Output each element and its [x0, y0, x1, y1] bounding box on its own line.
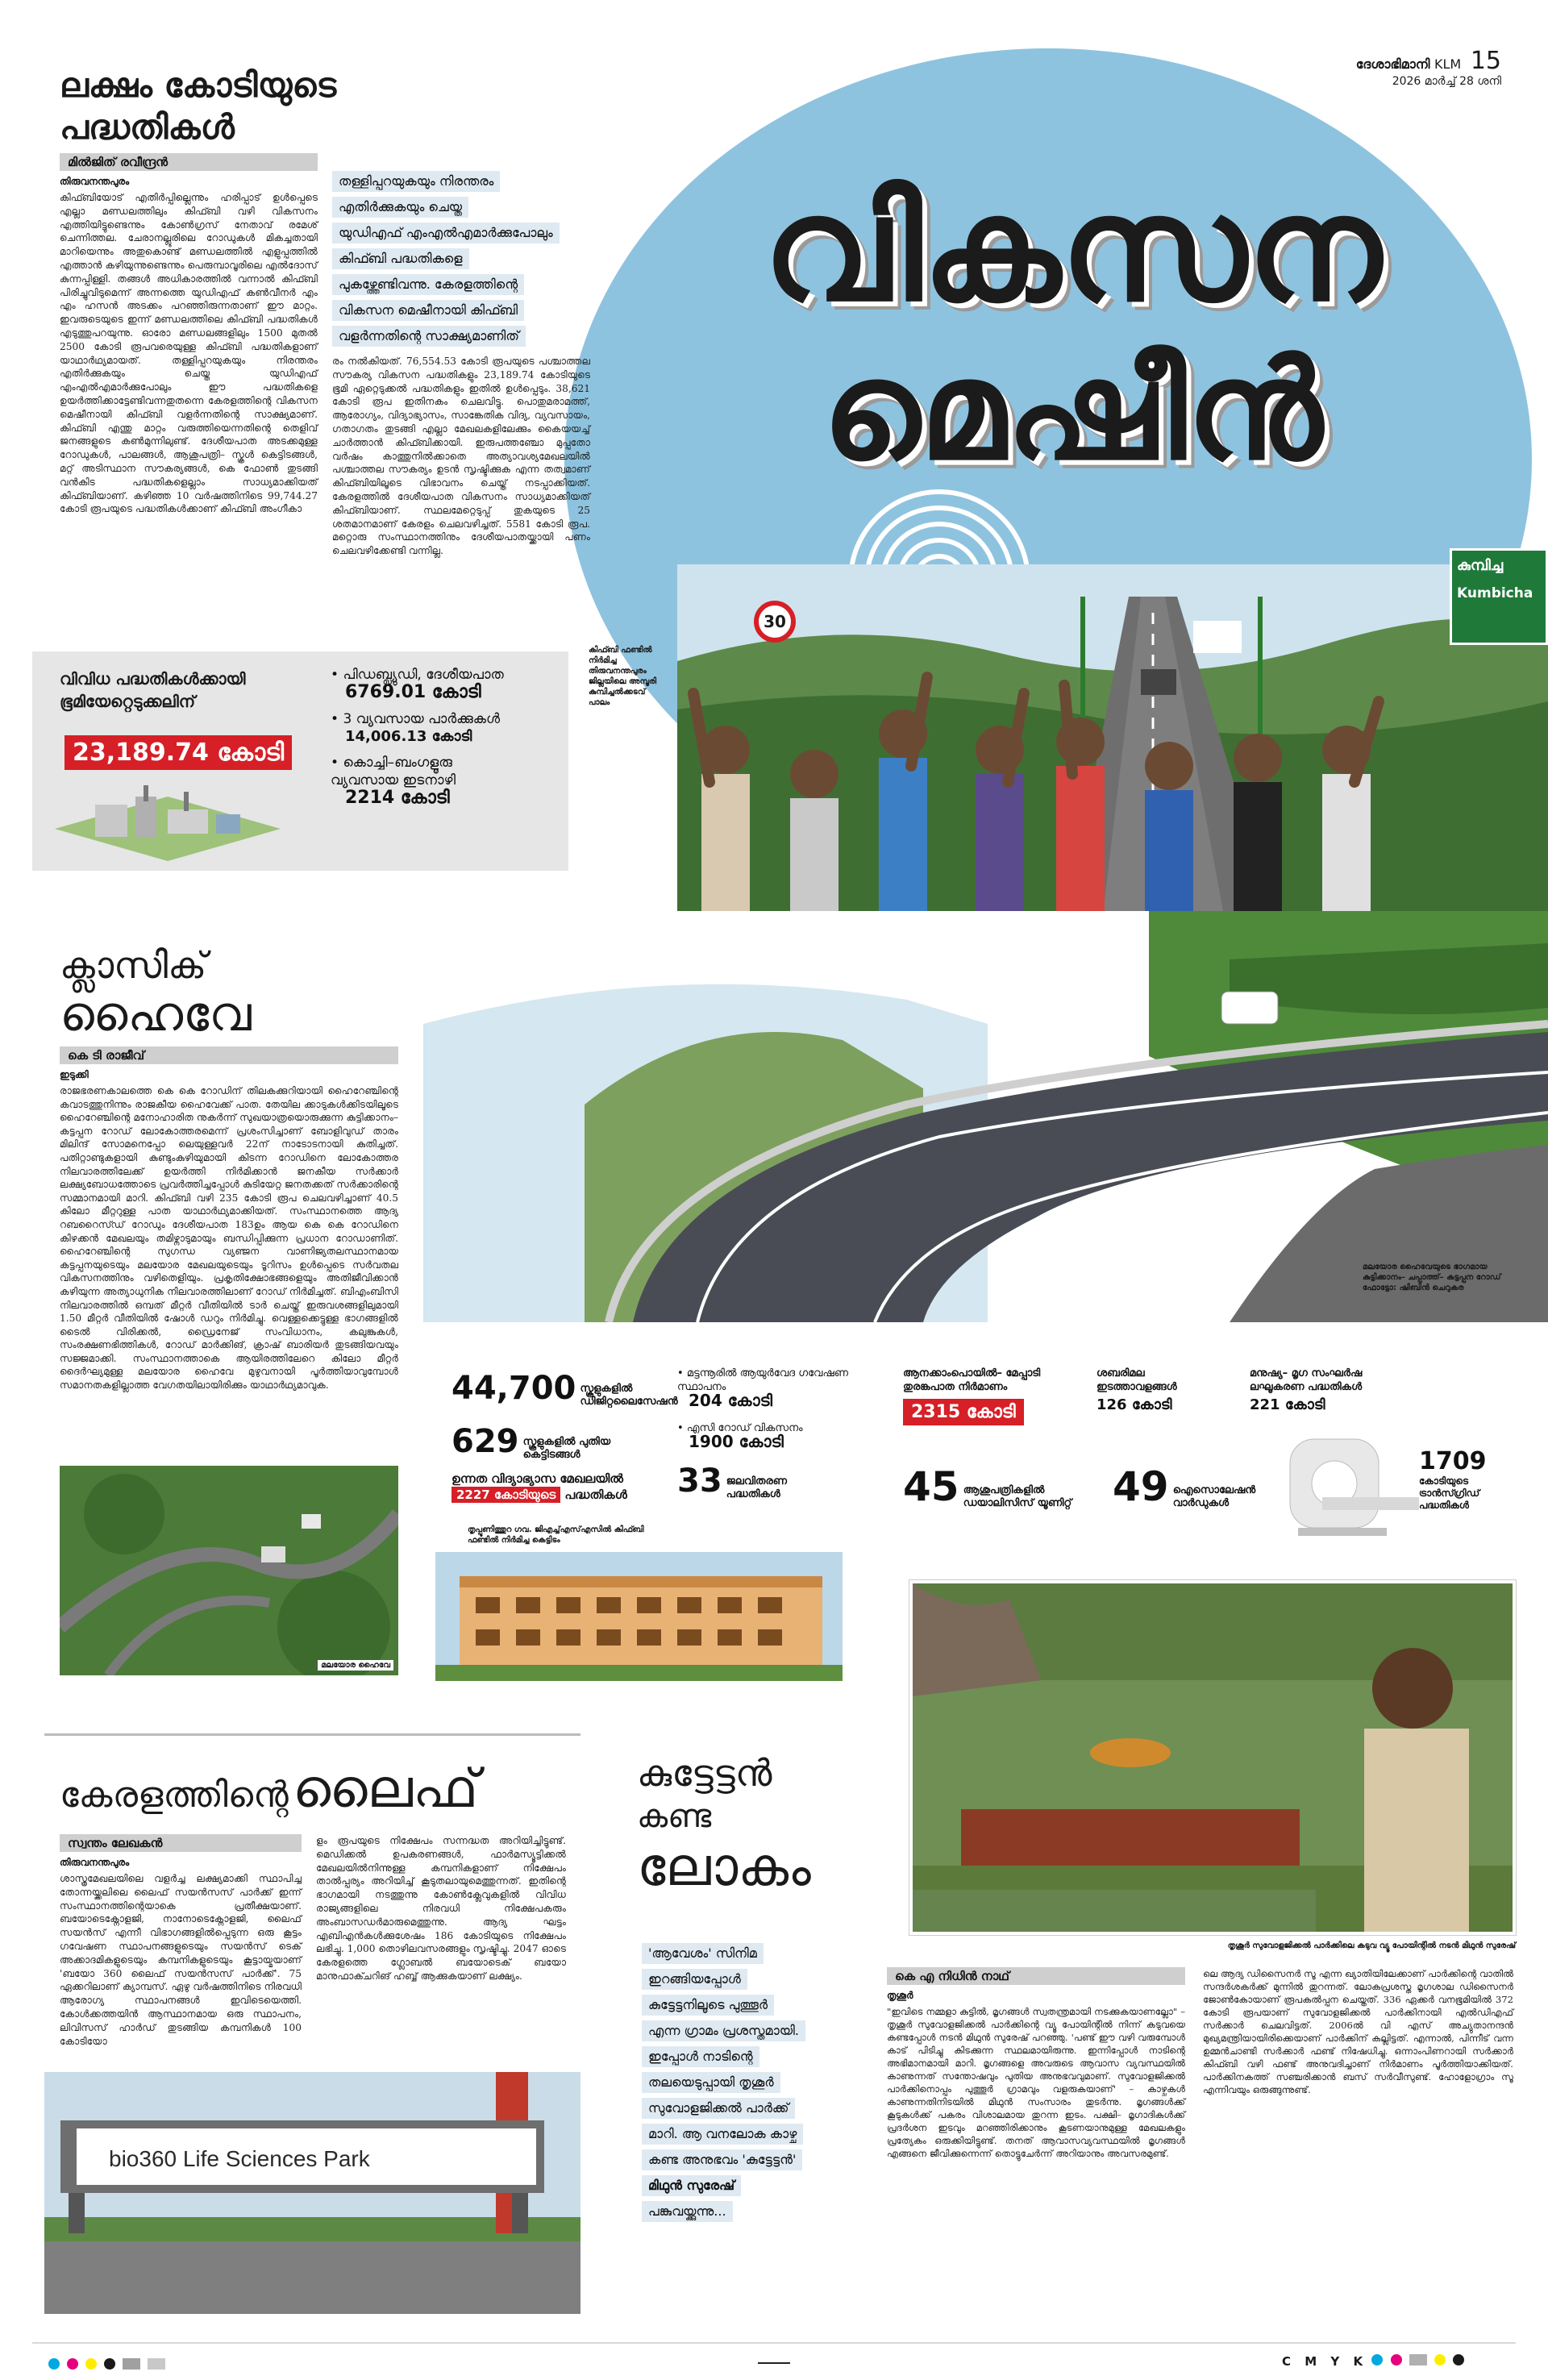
aerial-caption: മലയോര ഹൈവേ [318, 1660, 393, 1671]
footer-center-dash [758, 2362, 790, 2364]
article3-headline [60, 1758, 478, 1821]
pullquote-line: ഇറങ്ങിയപ്പോൾ [642, 1969, 747, 1990]
article1-headline: ലക്ഷം കോടിയുടെ പദ്ധതികൾ [60, 65, 337, 147]
pullquote-line: എന്ന ഗ്രാമം പ്രശസ്തമായി. [642, 2020, 805, 2041]
article4-headline [637, 1750, 811, 1898]
tunnel-label: ആനക്കാംപൊയിൽ– മേപ്പാടി തുരങ്കപാത നിർമാണം [903, 1367, 1041, 1393]
infobox-item: • 3 വ്യവസായ പാർക്കുകൾ 14,006.13 കോടി [331, 711, 501, 745]
edu-bullet-value: 1900 കോടി [689, 1432, 784, 1451]
issue-date: 2026 മാർച്ച് 28 ശനി [1392, 75, 1501, 88]
infobox-item-value: 6769.01 കോടി [345, 682, 481, 702]
article1-col1 [60, 153, 318, 516]
pullquote-line: സുവോളജിക്കൽ പാർക്ക് [642, 2098, 795, 2119]
article2-headline-line1: ക്ലാസിക് [60, 943, 207, 987]
registration-dot [67, 2358, 78, 2370]
article1-dateline: തിരുവനന്തപുരം [60, 176, 130, 187]
road-sign [1450, 548, 1548, 645]
infobox-item-value: 2214 കോടി [345, 788, 450, 808]
article2-byline: കെ ടി രാജീവ് [60, 1046, 398, 1064]
footer-registration-left [48, 2357, 169, 2373]
article4-headline-line1: കുട്ടേട്ടൻ [637, 1751, 772, 1795]
school-photo-caption: തൃപ്പൂണിത്തുറ ഗവ. ജിഎച്ച്എസ്എസിൽ കിഫ്ബി ഫണ്ടിൽ നിർമിച്ച കെട്ടിടം [468, 1525, 644, 1545]
infobox-item-label: പിഡബ്ല്യുഡി, ദേശീയപാത [343, 667, 504, 683]
transgrid-label: കോടിയുടെ ട്രാൻസ്ഗ്രിഡ് പദ്ധതികൾ [1419, 1475, 1480, 1511]
article2-headline-line2: ഹൈവേ [60, 986, 252, 1042]
infobox-item-value: 14,006.13 കോടി [345, 728, 472, 745]
ct-scanner-illustration [1274, 1431, 1419, 1544]
article4-headline-line2: കണ്ട [637, 1798, 712, 1835]
school-photo [435, 1552, 843, 1681]
industrial-park-illustration [47, 780, 289, 871]
crowd-photo [661, 661, 1403, 919]
article4-col2-text: ലെ ആദ്യ ഡിസൈനർ സൂ എന്ന ഖ്യാതിയിലേക്കാണ് പാർക്കിന്റെ വാതിൽ സന്ദർശകർക്ക് മുന്നിൽ തുറന്നത്. ലോകപ്രശസ്ത മൃഗശാല ഡിസൈനർ ജോൺകോയാണ് രൂപകൽപ്പന ചെയ്തത്. 336 ഏക്കർ വനഭൂമിയിൽ 372 കോടി രൂപയാണ് സുവോളജിക്കൽ പാർക്കിനായി എൽഡിഎഫ് സർക്കാർ ചെലവിട്ടത്. 2006ൽ വി എസ് അച്യുതാനന്ദൻ മുഖ്യമന്ത്രിയായിരിക്കെയാണ് പാർക്കിന് കല്ലിട്ടത്. എന്നാൽ, പിന്നീട് വന്ന ഉമ്മൻചാണ്ടി സർക്കാർ ഫണ്ട് നിഷേധിച്ചു. ഒന്നാംപിണറായി സർക്കാർ കിഫ്ബി വഴി ഫണ്ട് അനുവദിച്ചാണ് നിർമാണം പൂർത്തിയാക്കിയത്. പാർക്കിനകത്ത് സഞ്ചരിക്കാൻ ബസ് സർവീസുണ്ട്. ഹോളോഗ്രാം സൂ എന്നിവയും ഒരുങ്ങുന്നുണ്ട്. [1203, 1968, 1513, 2095]
road-photo-caption-line2: ഫോട്ടോ: ഷിബിൻ ചെറുകര [1363, 1284, 1464, 1292]
dialysis-label: ആശുപത്രികളിൽ ഡയാലിസിസ് യൂണിറ്റ് [963, 1483, 1072, 1509]
health-stats [903, 1367, 1508, 1548]
higher-ed-label: ഉന്നത വിദ്യാഭ്യാസ മേഖലയിൽ [452, 1471, 623, 1486]
edu-bullet-value: 204 കോടി [689, 1391, 772, 1410]
hero-title-line1: വികസന [763, 165, 1382, 334]
human-animal-label: മനുഷ്യ– മൃഗ സംഘർഷ ലഘൂകരണ പദ്ധതികൾ [1250, 1367, 1363, 1393]
isolation-number: 49 [1113, 1463, 1169, 1510]
pullquote-line: 'ആവേശം' സിനിമ [642, 1943, 764, 1964]
page-number: 15 [1470, 47, 1501, 75]
article3-col1 [60, 1834, 302, 2048]
pullquote-line: വികസന മെഷീനായി കിഫ്ബി [332, 300, 524, 321]
masthead [1356, 47, 1501, 88]
infobox-item: • പിഡബ്ല്യുഡി, ദേശീയപാത 6769.01 കോടി [331, 667, 504, 702]
stat1-label: സ്കൂളുകളിൽ ഡിജിറ്റലൈസേഷൻ [580, 1382, 678, 1408]
road-sign-en: Kumbicha [1457, 585, 1533, 601]
registration-dot [1371, 2354, 1383, 2365]
life-sciences-park-photo [44, 2072, 580, 2314]
article4-headline-line3: ലോകം [637, 1836, 811, 1898]
land-acquisition-box [32, 651, 568, 871]
infobox-item: • കൊച്ചി–ബംഗളൂരു വ്യവസായ ഇടനാഴി 2214 കോടി [331, 755, 456, 808]
road-photo-caption [1363, 1262, 1524, 1293]
human-animal-value: 221 കോടി [1250, 1396, 1325, 1413]
article4-col1 [887, 1967, 1185, 2160]
pullquote-line: മിഥുൻ സുരേഷ് [642, 2175, 741, 2196]
water-projects-number: 33 [677, 1463, 722, 1500]
article3-headline-line2: ലൈഫ് [292, 1758, 479, 1820]
article3-byline: സ്വന്തം ലേഖകൻ [60, 1834, 302, 1852]
infobox-item-label: കൊച്ചി–ബംഗളൂരു വ്യവസായ ഇടനാഴി [331, 755, 456, 788]
pullquote-line: കണ്ട അനുഭവം 'കുട്ടേട്ടൻ' [642, 2149, 802, 2170]
cmyk-label: C M Y K [1282, 2354, 1368, 2369]
sabarimala-label: ശബരിമല ഇടത്താവളങ്ങൾ [1096, 1367, 1177, 1393]
stat2-number: 629 [452, 1423, 519, 1460]
edu-bullet: • എസി റോഡ് വികസനം 1900 കോടി [677, 1422, 803, 1451]
article3-dateline: തിരുവനന്തപുരം [60, 1857, 130, 1868]
zoo-photo [909, 1580, 1516, 1935]
registration-dot [1453, 2354, 1464, 2365]
sabarimala-value: 126 കോടി [1096, 1396, 1172, 1413]
bridge-photo-caption: കിഫ്ബി ഫണ്ടിൽ നിർമിച്ച തിരുവനന്തപുരം ജില്ലയിലെ അമ്പൂരി കുമ്പിച്ചൽക്കടവ് പാലം [589, 646, 657, 707]
registration-bar [148, 2358, 165, 2370]
registration-dot [104, 2358, 115, 2370]
infobox-item-label: 3 വ്യവസായ പാർക്കുകൾ [343, 711, 501, 727]
registration-dot [85, 2358, 97, 2370]
pullquote-line: കിഫ്ബി പദ്ധതികളെ [332, 248, 469, 269]
pullquote-line: മാറി. ആ വനലോക കാഴ്ച [642, 2124, 803, 2145]
higher-ed-suffix: പദ്ധതികൾ [564, 1488, 627, 1502]
road-photo-caption-line1: മലയോര ഹൈവേയുടെ ഭാഗമായ കുട്ടിക്കാനം– ചപ്പാത്ത്– കട്ടപ്പന റോഡ് [1363, 1263, 1501, 1282]
footer-rule [32, 2342, 1516, 2344]
pullquote-line: പുകഴ്ത്തേണ്ടിവന്നു. കേരളത്തിന്റെ [332, 274, 524, 295]
article4-pullquote [642, 1943, 884, 2227]
life-sciences-sign-text: bio360 Life Sciences Park [109, 2146, 370, 2171]
water-projects-label: ജലവിതരണ പദ്ധതികൾ [726, 1475, 787, 1500]
article2-headline [60, 943, 252, 1042]
article1-col2-text: രം നൽകിയത്. 76,554.53 കോടി രൂപയുടെ പശ്ചാത്തല സൗകര്യ വികസന പദ്ധതികളും 23,189.74 കോടിയുടെ ഭൂമി ഏറ്റെടുക്കൽ പദ്ധതികളും ഇതിൽ ഉൾപ്പെടും. 38,621 കോടി രൂപ ഇതിനകം ചെലവിട്ടു. പൊതുമരാമത്ത്, ആരോഗ്യം, വിദ്യാഭ്യാസം, സാങ്കേതിക വിദ്യ, വ്യവസായം, ഗതാഗതം തുടങ്ങി എല്ലാ മേഖലകളിലേക്കും കൈയയച്ച് ചാർത്താൻ കിഫ്ബിക്കായി. ഇരുപത്തഞ്ചോ മുപ്പതോ വർഷം കാത്തുനിൽക്കാതെ അത്യാവശ്യമേഖലയിൽ പശ്ചാത്തല സൗകര്യം ഉടൻ സൃഷ്ടിക്കുക എന്ന തത്വമാണ് കിഫ്ബിയിലൂടെ വിഭാവനം ചെയ്ത് നടപ്പാക്കിയത്. കേരളത്തിൽ ദേശീയപാത വികസനം സാധ്യമാക്കിയത് കിഫ്ബിയാണ്. സ്ഥലമേറ്റെടുപ്പ് തുകയുടെ 25 ശതമാനമാണ് കേരളം ചെലവഴിച്ചത്. 5581 കോടി രൂപ. മറ്റൊരു സംസ്ഥാനത്തിനും ദേശീയപാതയ്ക്കായി പണം ചെലവഴിക്കേണ്ടി വന്നില്ല. [332, 356, 590, 557]
hero-title-line2: മെഷീൻ [822, 331, 1323, 491]
article3-col2-text: ളം രൂപയുടെ നിക്ഷേപം സന്നദ്ധത അറിയിച്ചിട്ടുണ്ട്. മെഡിക്കൽ ഉപകരണങ്ങൾ, ഫാർമസ്യൂട്ടിക്കൽ മേഖലയിൽനിന്നുള്ള കമ്പനികളാണ് നിക്ഷേപം താൽപ്പര്യം അറിയിച്ച് കൂടുതലായുമെത്തുന്നത്. ഇതിന്റെ ഭാഗമായി നടത്തുന്നു കോൺക്ലേവുകളിൽ വിവിധ രാജ്യങ്ങളിലെ നിരവധി നിക്ഷേപകരും അംബാസഡർമാരുമെത്തുന്നു. ആദ്യ ഘട്ടം എബിഎൻകൾക്കുശേഷം 186 കോടിയുടെ നിക്ഷേപം ലഭിച്ചു. 1,000 തൊഴിലവസരങ്ങളും സൃഷ്ടിച്ചു. 2047 ഓടെ കേരളത്തെ ഗ്ലോബൽ ബയോടെക് ബയോ മാനുഫാക്ചറിങ് ഹബ്ബ് ആക്കുകയാണ് ലക്ഷ്യം. [316, 1835, 566, 1982]
registration-bar [1409, 2354, 1427, 2365]
infobox-amount: 23,189.74 കോടി [64, 735, 292, 770]
registration-bar [123, 2358, 140, 2370]
edu-bullet-label: എസി റോഡ് വികസനം [686, 1422, 803, 1434]
footer-registration-right [1282, 2354, 1467, 2369]
article1-byline: മിൽജിത് രവീന്ദ്രൻ [60, 153, 318, 171]
article4-col1-text: "ഇവിടെ നമ്മളാ കുട്ടിൽ, മൃഗങ്ങൾ സ്വതന്ത്രമായി നടക്കുകയാണല്ലോ" – തൃശൂർ സുവോളജിക്കൽ പാർക്കിന്റെ വ്യൂ പോയിന്റിൽ നിന്ന് കടുവയെ കണ്ടപ്പോൾ നടൻ മിഥുൻ സുരേഷ് പറഞ്ഞു. 'പണ്ട് ഈ വഴി വരുമ്പോൾ കാട് പിടിച്ചു കിടക്കുന്ന സ്ഥലമായിരുന്നു. ഇന്നിപ്പോൾ നാടിന്റെ അഭിമാനമായി മാറി. മൃഗങ്ങളെ അവരുടെ ആവാസ വ്യവസ്ഥയിൽ കാണുന്നത് സന്തോഷവും പുതിയ അനുഭവവുമാണ്. സുവോളജിക്കൽ പാർക്കിനൊപ്പം പുത്തൂർ ഗ്രാമവും വളരുകയാണ്' – കാഴ്ചകൾ കാണുന്നതിനിടയിൽ മിഥുൻ സംസാരം തുടർന്നു. മൃഗങ്ങൾക്ക് കൂടുകൾക്ക് പകരം വിശാലമായ തുറന്ന ഇടം. പക്ഷി– മൃഗാദികൾക്ക് പ്രദർശന ഇടവും മറഞ്ഞിരിക്കാനും കൂടണയാനുമുള്ള മേഖലകളും പ്രത്യേകം ഒരുക്കിയിട്ടുണ്ട്. തനത് ആവാസവ്യവസ്ഥയിൽ മൃഗങ്ങൾ എങ്ങനെ ജീവിക്കുന്നെന്ന് തൊട്ടുചേർന്ന് അറിയാനും അവസരമുണ്ട്. [887, 2006, 1185, 2159]
registration-dot [1391, 2354, 1402, 2365]
infobox-title: വിവിധ പദ്ധതികൾക്കായി ഭൂമിയേറ്റെടുക്കലിന് [60, 669, 246, 711]
article4-dateline: തൃശൂർ [887, 1990, 913, 2001]
infobox-list [331, 666, 564, 808]
stat2-label: സ്കൂളുകളിൽ പുതിയ കെട്ടിടങ്ങൾ [522, 1435, 611, 1461]
hill-road-photo [423, 911, 1548, 1322]
pullquote-line: വളർന്നതിന്റെ സാക്ഷ്യമാണിത് [332, 326, 526, 347]
aerial-highway-photo [60, 1466, 398, 1675]
article2-body-text: രാജഭരണകാലത്തെ കെ കെ റോഡിന് തിലകക്കുറിയായി ഹൈറേഞ്ചിന്റെ കവാടത്തുനിന്നും രാജകീയ ഹൈവേക്ക് പാത. തേയില ക്കാടുകൾക്കിടയിലൂടെ ഹൈറേഞ്ചിന്റെ മനോഹാരിത നുകർന്ന് സുഖയാത്രയൊരുക്കുന്ന കുട്ടിക്കാനം– കട്ടപ്പന റോഡ് ലോകോത്തരമെന്ന് പ്രശംസിച്ചാണ് ബോളിവുഡ് താരം മിലിന്ദ് സോമനെപ്പോ ലെയുള്ളവർ 22ന് നാടോടനായി കുതിച്ചത്. പതിറ്റാണ്ടുകളായി കുണ്ടുംകുഴിയുമായി കിടന്ന റോഡിനെ ലോകോത്തര നിലവാരത്തിലേക്ക് ഉയർത്തി നിർമിക്കാൻ ജനകീയ സർക്കാർ ലക്ഷ്യബോധത്തോടെ പ്രവർത്തിച്ചപ്പോൾ കുടിയേറ്റ ജനതക്കത് സർക്കാരിന്റെ സമ്മാനമായി മാറി. കിഫ്ബി വഴി 235 കോടി രൂപ ചെലവഴിച്ചാണ് 40.5 കിലോ മീറ്ററുള്ള പാത യാഥാർഥ്യമാക്കിയത്. സംസ്ഥാനത്തെ ആദ്യ റബറൈസ്ഡ് റോഡും ദേശീയപാത 183ഉം ആയ കെ കെ റോഡിനെ കിഴക്കൻ മേഖലയും തമിഴ്നാടുമായും ബന്ധിപ്പിക്കുന്ന പ്രധാന റോഡാണിത്. ഹൈറേഞ്ചിന്റെ സുഗന്ധ വ്യഞ്ജന വാണിജ്യതലസ്ഥാനമായ കട്ടപ്പനയുടെയും മലയോര മേഖലയുടെയും ടൂറിസം ഉൾപ്പെടെ സർവതല വികസനത്തിനും വഴിതെളിയും. പ്രകൃതിക്ഷോഭങ്ങളെയും അതിജീവിക്കാൻ കഴിയുന്ന അത്യാധുനിക നിലവാരത്തിലാണ് റോഡ് നിർമിച്ചത്. ബിഎംബിസി നിലവാരത്തിൽ ഒമ്പത് മീറ്റർ വീതിയിൽ ടാർ ചെയ്ത് ഇരുവശങ്ങളിലുമായി 1.50 മീറ്റർ വീതിയിൽ ഷോൾ ഡറും നിർമിച്ചു. വെള്ളക്കെട്ടുള്ള ഭാഗങ്ങളിൽ ടൈൽ വിരിക്കൽ, ഡ്രൈനേജ് സംവിധാനം, കലുങ്കുകൾ, സംരക്ഷണഭിത്തികൾ, റോഡ് മാർക്കിങ്, ക്രാഷ് ബാരിയർ തുടങ്ങിയവയും സജ്ജമാക്കി. സംസ്ഥാനത്താകെ ആയിരത്തിലേറെ കിലോ മീറ്റർ ദൈർഘ്യമുള്ള മലയോര ഹൈവേ മുഴുവനായി പൂർത്തിയാവുമ്പോൾ സമാനതകളില്ലാത്ത വേഗതയിലായിരിക്കും യാഥാർഥ്യമാവുക. [60, 1085, 398, 1392]
edu-stats [435, 1367, 855, 1681]
edition: KLM [1434, 56, 1462, 72]
stat1-number: 44,700 [452, 1370, 576, 1407]
article2-dateline: ഇടുക്കി [60, 1069, 89, 1080]
registration-dot [48, 2358, 60, 2370]
speed-sign: 30 [754, 601, 796, 643]
road-sign-ml: കുമ്പിച്ച [1457, 557, 1504, 574]
pullquote-line: തലയെടുപ്പായി തൃശൂർ [642, 2072, 780, 2093]
paper-name: ദേശാഭിമാനി [1355, 56, 1430, 72]
isolation-label: ഐസൊലേഷൻ വാർഡുകൾ [1172, 1483, 1256, 1509]
article3-frame [44, 1733, 580, 1741]
transgrid-number: 1709 [1419, 1447, 1487, 1475]
dialysis-number: 45 [903, 1463, 959, 1510]
edu-bullet: • മട്ടന്നൂരിൽ ആയുർവേദ ഗവേഷണ സ്ഥാപനം 204 കോടി [677, 1367, 848, 1410]
article3-col1-text: ശാസ്ത്രമേഖലയിലെ വളർച്ച ലക്ഷ്യമാക്കി സ്ഥാപിച്ച തോന്നയ്ക്കലിലെ ലൈഫ് സയൻസസ് പാർക്ക് ഇന്ന് സംസ്ഥാനത്തിന്റെയാകെ പ്രതീക്ഷയാണ്. ബയോടെക്നോളജി, നാനോടെക്നോളജി, ലൈഫ് സയൻസ് എന്നീ വിഭാഗങ്ങളിൽപ്പെടുന്ന ഒരു കൂട്ടം ഗവേഷണ സ്ഥാപനങ്ങളുടെയും സയൻസ് ടെക് അക്കാദമികളുടെയും കമ്പനികളുടെയും കൂട്ടായ്മയാണ് 'ബയോ 360 ലൈഫ് സയൻസസ് പാർക്ക്'. 75 ഏക്കറിലാണ് ക്യാമ്പസ്. ഏഴു വർഷത്തിനിടെ നിരവധി ആരോഗ്യ സ്ഥാപനങ്ങൾ ഇവിടെയെത്തി. കോൾക്കത്തയിൻ ആസ്ഥാനമായ ഒരു സ്ഥാപനം, ലിവിസസ് ഹാർഡ് തുടങ്ങിയ കമ്പനികൾ 100 കോടിയോ [60, 1873, 302, 2047]
pullquote-line: യുഡിഎഫ് എംഎൽഎമാർക്കുപോലും [332, 223, 560, 243]
tunnel-value: 2315 കോടി [903, 1399, 1024, 1425]
article2-body [60, 1046, 398, 1392]
edu-bullet-label: മട്ടന്നൂരിൽ ആയുർവേദ ഗവേഷണ സ്ഥാപനം [677, 1367, 848, 1393]
pullquote-line: പങ്കുവയ്ക്കുന്നു... [642, 2201, 733, 2222]
pullquote-line: കുട്ടേട്ടനിലൂടെ പുത്തൂർ [642, 1995, 774, 2016]
article3-headline-line1: കേരളത്തിന്റെ [60, 1775, 289, 1816]
pullquote-line: തള്ളിപ്പറയുകയും നിരന്തരം [332, 171, 500, 192]
higher-ed-amount: 2227 കോടിയുടെ [452, 1487, 560, 1503]
zoo-photo-caption: തൃശൂർ സുവോളജിക്കൽ പാർക്കിലെ കടുവ വ്യൂ പോയിന്റിൽ നടൻ മിഥുൻ സുരേഷ് [1227, 1941, 1516, 1950]
pullquote-line: ഇപ്പോൾ നാടിന്റെ [642, 2046, 759, 2067]
article1-pullquote [332, 171, 590, 352]
pullquote-line: എതിർക്കുകയും ചെയ്ത [332, 197, 468, 218]
hero-title [669, 165, 1475, 492]
article4-byline: കെ എ നിധിൻ നാഥ് [887, 1967, 1185, 1985]
registration-dot [1434, 2354, 1446, 2365]
article1-col1-text: കിഫ്ബിയോട് എതിർപ്പില്ലെന്നും ഹരിപ്പാട് ഉൾപ്പെടെ എല്ലാ മണ്ഡലത്തിലും കിഫ്ബി വഴി വികസനം എത്തിയിട്ടുണ്ടെന്നും കോൺഗ്രസ് നേതാവ് രമേശ് ചെന്നിത്തല. ചേരാനല്ലൂരിലെ റോഡുകൾ മികച്ചതായി മാറിയെന്നും അതുകൊണ്ട് മണ്ഡലത്തിൽ എളുപ്പത്തിൽ എത്താൻ കഴിയുന്നുണ്ടെന്നും പെരുമ്പാവൂരിലെ എൽദോസ് കുന്നപ്പിള്ളി. തങ്ങൾ അധികാരത്തിൽ വന്നാൽ കിഫ്ബി പിരിച്ചുവിടുമെന്ന് അന്നത്തെ യുഡിഎഫ് കൺവീനർ എം എം ഹസൻ അടക്കം പറഞ്ഞിരുന്നതാണ് ഈ മാറ്റം. ഇവരുടെയുടെ ഇന്ന് മണ്ഡലത്തിലെ കിഫ്ബി പദ്ധതികൾ എടുത്തുപറയുന്നു. ഓരോ മണ്ഡലങ്ങളിലും 1500 മുതൽ 2500 കോടി രൂപവരെയുള്ള കിഫ്ബി പദ്ധതികളാണ് യാഥാർഥ്യമായത്. തള്ളിപ്പറയുകയും നിരന്തരം എതിർക്കുകയും ചെയ്ത യുഡിഎഫ് എംഎൽഎമാർക്കുപോലും ഈ പദ്ധതികളെ ഉയർത്തിക്കാട്ടേണ്ടിവന്നതുതന്നെ കേരളത്തിന്റെ വികസന മെഷീനായി കിഫ്ബി വളർന്നതിന്റെ സാക്ഷ്യമാണ്. കിഫ്ബി എന്തു മാറ്റം വരുത്തിയെന്നതിന്റെ തെളിവ് ജനങ്ങളുടെ കൺമുന്നിലുണ്ട്. ദേശീയപാത അടക്കമുള്ള റോഡുകൾ, പാലങ്ങൾ, ആശുപത്രി– സ്കൂൾ കെട്ടിടങ്ങൾ, മറ്റ് അടിസ്ഥാന സൗകര്യങ്ങൾ, കെ ഫോൺ തുടങ്ങി വൻകിട പദ്ധതികളെല്ലാം സാധ്യമാക്കിയത് കിഫ്ബിയാണ്. കഴിഞ്ഞ 10 വർഷത്തിനിടെ 99,744.27 കോടി രൂപയുടെ പദ്ധതികൾക്കാണ് കിഫ്ബി അംഗീകാ [60, 192, 318, 515]
